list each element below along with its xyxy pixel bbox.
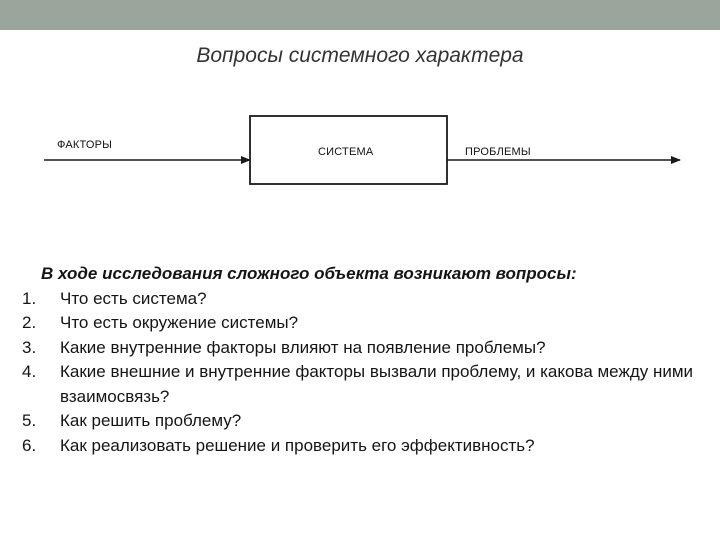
list-item-text: Как решить проблему?	[60, 411, 242, 430]
list-item	[22, 287, 712, 312]
list-item	[22, 336, 712, 361]
questions-intro: В ходе исследования сложного объекта возникают вопросы:	[41, 264, 577, 283]
questions-list	[22, 287, 712, 459]
list-item-number: 2.	[22, 313, 37, 332]
list-item-text: Что есть окружение системы?	[60, 313, 299, 332]
list-item-number: 6.	[22, 435, 37, 455]
system-label: СИСТЕМА	[318, 146, 374, 158]
list-item	[22, 311, 712, 336]
list-item	[22, 409, 712, 434]
list-item-number: 1.	[22, 288, 37, 308]
list-item-number: 3.	[22, 337, 37, 357]
output-label: ПРОБЛЕМЫ	[465, 146, 531, 158]
list-item-number: 4.	[22, 362, 37, 381]
input-label: ФАКТОРЫ	[57, 139, 113, 151]
slide-title: Вопросы системного характера	[196, 44, 524, 67]
list-item-text: Какие внешние и внутренние факторы вызвали проблему, и какова между ними взаимосвязь?	[60, 362, 694, 406]
system-diagram	[0, 0, 720, 220]
list-item-number: 5.	[22, 411, 37, 430]
list-item-text: Как реализовать решение и проверить его эффективность?	[60, 435, 535, 455]
list-item-text: Какие внутренние факторы влияют на появление проблемы?	[60, 337, 546, 357]
questions-block	[22, 262, 712, 458]
list-item	[22, 434, 712, 459]
list-item	[22, 360, 712, 409]
list-item-text: Что есть система?	[60, 288, 207, 308]
